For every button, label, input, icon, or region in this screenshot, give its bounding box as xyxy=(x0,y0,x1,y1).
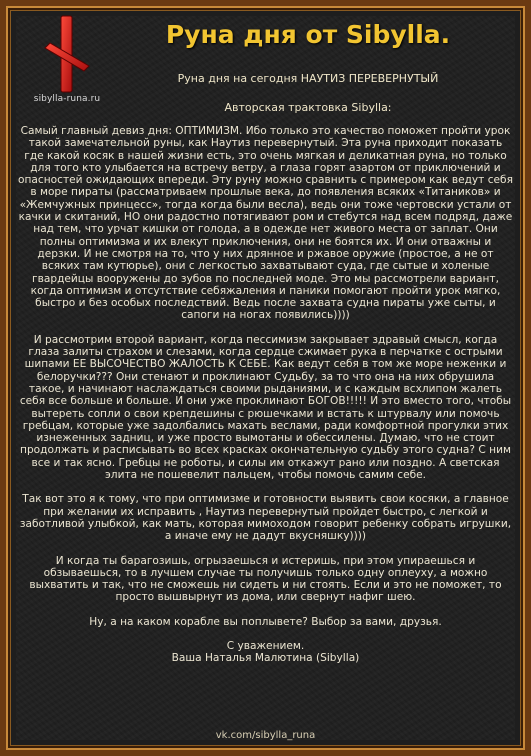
logo xyxy=(22,14,112,110)
site-url: sibylla-runa.ru xyxy=(33,94,101,104)
paragraph: И рассмотрим второй вариант, когда пессимизм закрывает здравый смысл, когда глаза залиты страхом и слезами, когда сердце сжимает рука в перчатке с острыми шипами ЕЕ ВЫСОЧЕСТВО ЖАЛОСТЬ К СЕБЕ. Как ведут себя в том же море неженки и белоручки??? Они стенают и проклинают Судьбу, за то что она на них обрушила такое, и начинают наслаждаться своими рыданиями, и с каждым всхлипом жалеть себя все больше и больше. И они уже проклинают БОГОВ!!!!! И это вместо того, чтобы вытереть сопли о свои крепдешины с рюшечками и встать к штурвалу или помочь гребцам, которые уже задолбались махать веслами, ради комфортной прогулки этих изнеженных задниц, и уже просто вымотаны и обессилены. Думаю, что не стоит продолжать и расписывать во всех красках окончательную судьбу этого судна? С ним все и так ясно. Гребцы не роботы, и силы им откажут рано или поздно. А светская элита не пошевелит пальцем, чтобы помочь самим себе. xyxy=(19,333,512,482)
nauthiz-rune-icon xyxy=(37,14,97,94)
signature-greeting: С уважением. xyxy=(226,639,305,652)
paragraph: Так вот это я к тому, что при оптимизме и готовности выявить свои косяки, а главное при желании их исправить , Наутиз перевернутый пройдет быстро, с легкой и заботливой улыбкой, как мать, которая мимоходом говорит ребенку собрать игрушки, а иначе ему не дадут вкусняшку)))) xyxy=(19,493,512,543)
interpretation-label: Авторская трактовка Sibylla: xyxy=(224,101,392,114)
signature-name: Ваша Наталья Малютина (Sibylla) xyxy=(171,652,360,665)
paragraph: Самый главный девиз дня: ОПТИМИЗМ. Ибо только это качество поможет пройти урок такой замечательной руны, как Наутиз перевернутый. Эта руна приходит показать где какой косяк в нашей жизни есть, это очень мягкая и деликатная руна, но только для того кто улыбается на встречу ветру, а глаза горят азартом от приключений и опасностей ожидающих впереди. Эту руну можно сравнить с примером как ведут себя в море пираты (рассматриваем прошлые века, до появления всяких «Титаников» и «Жемчужных принцесс», тогда когда были весла), ведь они тоже чертовски устали от качки и скитаний, НО они радостно потягивают ром и стебутся над всем подряд, даже над тем, что урчат кишки от голода, а в одежде нет живого места от заплат. Они полны оптимизма и их влекут приключения, они не боятся их. И они отважны и дерзки. И не смотря на то, что у них дрянное и ржавое оружие (простое, а не от всяких там кутюрье), они с легкостью захватывают суда, где сытые и холеные гвардейцы вооружены до зубов по последней моде. Это мы рассмотрели вариант, когда оптимизм и отсутствие себяжаления и паники помогают пройти урок мягко, быстро и без особых последствий. Ведь после захвата судна пираты уже сыты, и сапоги на ногах появились)))) xyxy=(18,125,513,322)
page-title: Руна дня от Sibylla. xyxy=(165,20,451,49)
article-body xyxy=(18,125,513,665)
paragraph: Ну, а на каком корабле вы поплывете? Выбор за вами, друзья. xyxy=(89,615,442,628)
rune-of-the-day: Руна дня на сегодня НАУТИЗ ПЕРЕВЕРНУТЫЙ xyxy=(177,72,439,85)
footer-vk-link[interactable]: vk.com/sibylla_runa xyxy=(215,730,316,741)
paragraph: И когда ты барагозишь, огрызаешься и истеришь, при этом упираешься и обзываешься, то в лучшем случае ты получишь только одну оплеуху, а можно выхватить и так, что не сможешь ни сидеть и ни стоять. Если и это не поможет, то просто вышвырнут из дома, или свернут нафиг шею. xyxy=(29,554,502,604)
